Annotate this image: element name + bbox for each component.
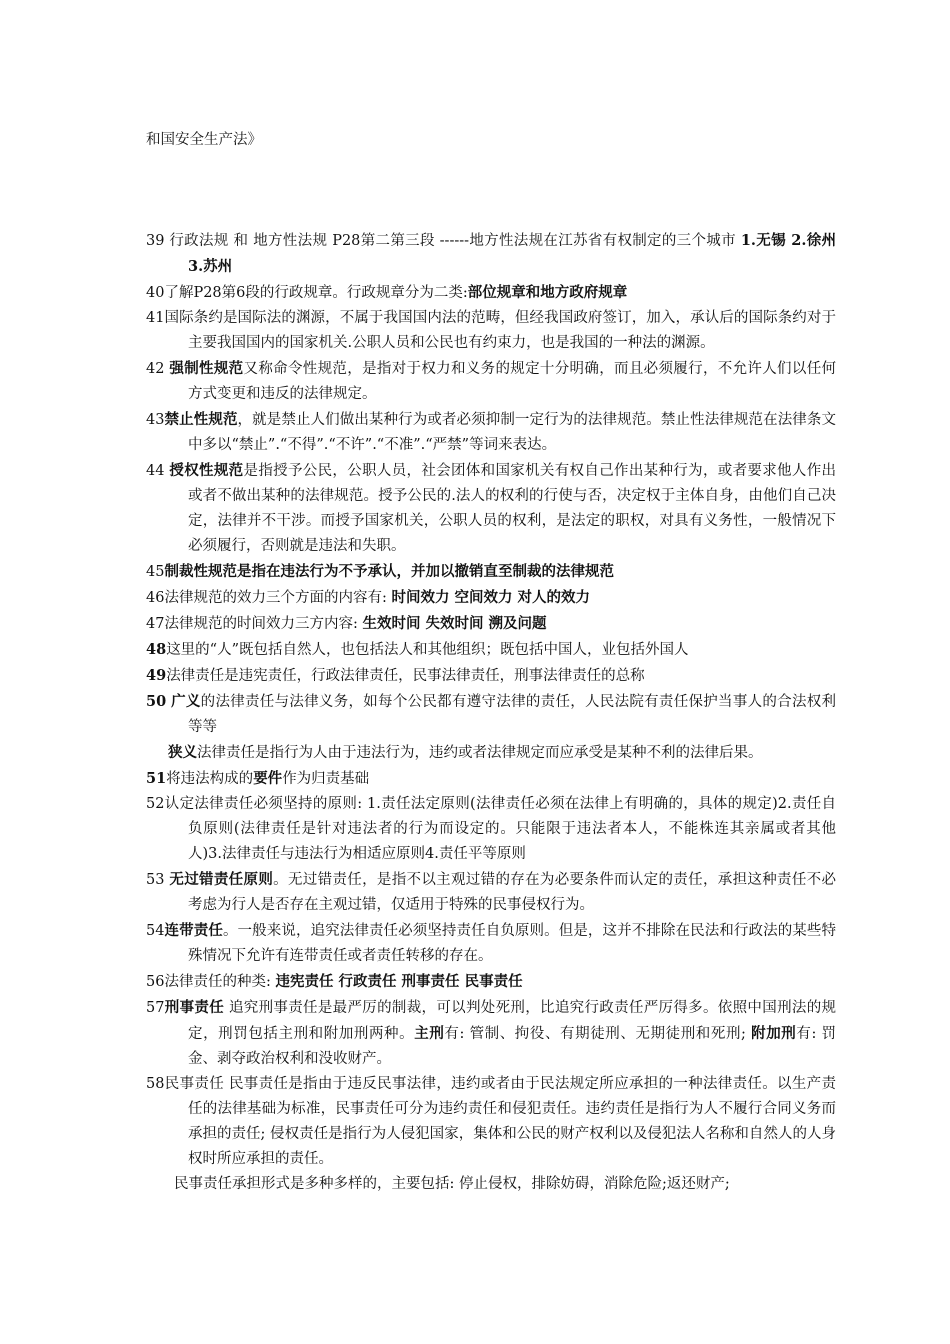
note-item-44 [146,458,836,559]
note-bold-text: 附加刑 [751,1025,797,1042]
note-text: 。无过错责任，是指不以主观过错的存在为必要条件而认定的责任，承担这种责任不必考虑为行人是否存在主观过错，仅适用于特殊的民事侵权行为。 [188,872,837,913]
note-number: 40 [146,285,165,301]
note-text: 民事责任 民事责任是指由于违反民事法律，违约或者由于民法规定所应承担的一种法律责任。以生产责任的法律基础为标准，民事责任可分为违约责任和侵犯责任。违约责任是指行为人不履行合同义务而承担的责任; 侵权责任是指行为人侵犯国家，集体和公民的财产权利以及侵犯法人名称和自然人的人身权时所应承担的责任。 [164,1076,836,1167]
note-text: 法律责任是违宪责任，行政法律责任，民事法律责任，刑事法律责任的总称 [166,668,645,684]
note-number: 39 [146,233,165,249]
note-text: 法律责任是指行为人由于违法行为，违约或者法律规定而应承受是某种不利的法律后果。 [197,745,763,761]
note-bold-text: 要件 [253,770,283,787]
note-text: 将违法构成的 [166,771,254,787]
note-text: 有: 管制、拘役、有期徒刑、无期徒刑和死刑; [444,1026,752,1042]
note-item-58b [146,1172,836,1197]
note-text: 又称命令性规范，是指对于权力和义务的规定十分明确，而且必须履行，不允许人们以任何方式变更和违反的法律规定。 [188,361,837,402]
note-text: 这里的“人”既包括自然人，也包括法人和其他组织；既包括中国人，业包括外国人 [166,642,689,658]
note-item-53 [146,867,836,918]
note-number: 54 [146,923,165,939]
note-item-50b [146,740,836,766]
note-item-39 [146,228,836,280]
note-number: 42 [146,361,165,377]
note-bold-text: 生效时间 失效时间 溯及问题 [362,615,547,632]
note-bold-text: 连带责任 [164,922,223,939]
note-text: 法律责任的种类: [164,974,276,990]
note-number: 41 [146,310,165,326]
note-text: 。一般来说，追究法律责任必须坚持责任自负原则。但是，这并不排除在民法和行政法的某些特殊情况下允许有连带责任或者责任转移的存在。 [188,923,837,964]
note-text: 追究刑事责任是最严厉的制裁，可以判处死刑，比追究行政责任严厉得多。依照中国刑法的规定，刑罚包括主刑和附加刑两种。 [188,1000,837,1042]
note-item-43 [146,407,836,458]
note-item-54 [146,918,836,969]
note-text: 有: 罚金、剥夺政治权利和没收财产。 [188,1026,837,1067]
note-item-42 [146,356,836,407]
note-number: 57 [146,1000,165,1016]
note-number: 46 [146,590,165,606]
notes-list [146,228,836,1197]
note-bold-text: 1.无锡 2.徐州 3.苏州 [188,232,836,275]
note-bold-text: 狭义 [168,744,197,761]
note-bold-text: 制裁性规范是指在违法行为不予承认，并加以撤销直至制裁的法律规范 [164,563,614,580]
note-item-49 [146,663,836,689]
note-number: 58 [146,1076,165,1092]
note-number: 47 [146,616,165,632]
note-text: 了解P28第6段的行政规章。行政规章分为二类: [164,285,468,301]
note-bold-text: 违宪责任 行政责任 刑事责任 民事责任 [275,973,523,990]
note-item-52 [146,792,836,867]
note-text: 行政法规 和 地方性法规 P28第二第三段 ------地方性法规在江苏省有权制定的三个城市 [164,233,741,249]
note-number: 56 [146,974,165,990]
note-item-48 [146,637,836,663]
note-bold-text: 部位规章和地方政府规章 [467,284,628,301]
note-item-58 [146,1072,836,1172]
note-number: 51 [146,770,167,787]
note-bold-text: 时间效力 空间效力 对人的效力 [391,589,591,606]
note-item-50 [146,689,836,740]
note-text: 法律规范的时间效力三方内容: [164,616,363,632]
note-number: 52 [146,796,165,812]
note-item-46 [146,585,836,611]
top-line-text: 和国安全生产法》 [146,132,262,148]
note-item-45 [146,559,836,585]
note-number: 48 [146,641,167,658]
note-text: 是指授予公民，公职人员，社会团体和国家机关有权自己作出某种行为，或者要求他人作出或者不做出某种的法律规范。授予公民的.法人的权利的行使与否，决定权于主体自身，由他们自己决定，法律并不干涉。而授予国家机关，公职人员的权利，是法定的职权，对具有义务性，一般情况下必须履行，否则就是违法和失职。 [188,463,837,554]
note-bold-text: 禁止性规范 [164,411,238,428]
note-bold-text: 刑事责任 [164,999,225,1016]
note-bold-text: 广义 [171,693,201,710]
note-item-41 [146,306,836,356]
note-bold-text: 主刑 [414,1025,445,1042]
note-number: 50 [146,693,167,710]
note-text: 法律规范的效力三个方面的内容有: [164,590,392,606]
note-number: 45 [146,564,165,580]
note-item-51 [146,766,836,792]
note-item-40 [146,280,836,306]
note-bold-text: 授权性规范 [169,462,244,479]
note-number: 44 [146,463,165,479]
note-item-57 [146,995,836,1072]
note-bold-text: 无过错责任原则 [169,871,274,888]
note-text: 的法律责任与法律义务，如每个公民都有遵守法律的责任，人民法院有责任保护当事人的合法权利等等 [188,694,837,735]
note-text: 作为归责基础 [282,771,370,787]
note-number: 49 [146,667,167,684]
note-item-47 [146,611,836,637]
note-number: 43 [146,412,165,428]
note-number: 53 [146,872,165,888]
note-text: ，就是禁止人们做出某种行为或者必须抑制一定行为的法律规范。禁止性法律规范在法律条文中多以“禁止”.“不得”.“不许”.“不准”.“严禁”等词来表达。 [188,412,836,453]
note-text: 国际条约是国际法的渊源，不属于我国国内法的范畴，但经我国政府签订，加入，承认后的国际条约对于主要我国国内的国家机关.公职人员和公民也有约束力，也是我国的一种法的渊源。 [164,310,836,351]
note-bold-text: 强制性规范 [169,360,244,377]
note-text: 民事责任承担形式是多种多样的，主要包括: 停止侵权，排除妨碍，消除危险;返还财产; [174,1176,730,1192]
note-item-56 [146,969,836,995]
note-text: 认定法律责任必须坚持的原则: 1.责任法定原则(法律责任必须在法律上有明确的，具体的规定)2.责任自负原则(法律责任是针对违法者的行为而设定的。只能限于违法者本人，不能株连其亲属或者其他人)3.法律责任与违法行为相适应原则4.责任平等原则 [164,796,836,862]
